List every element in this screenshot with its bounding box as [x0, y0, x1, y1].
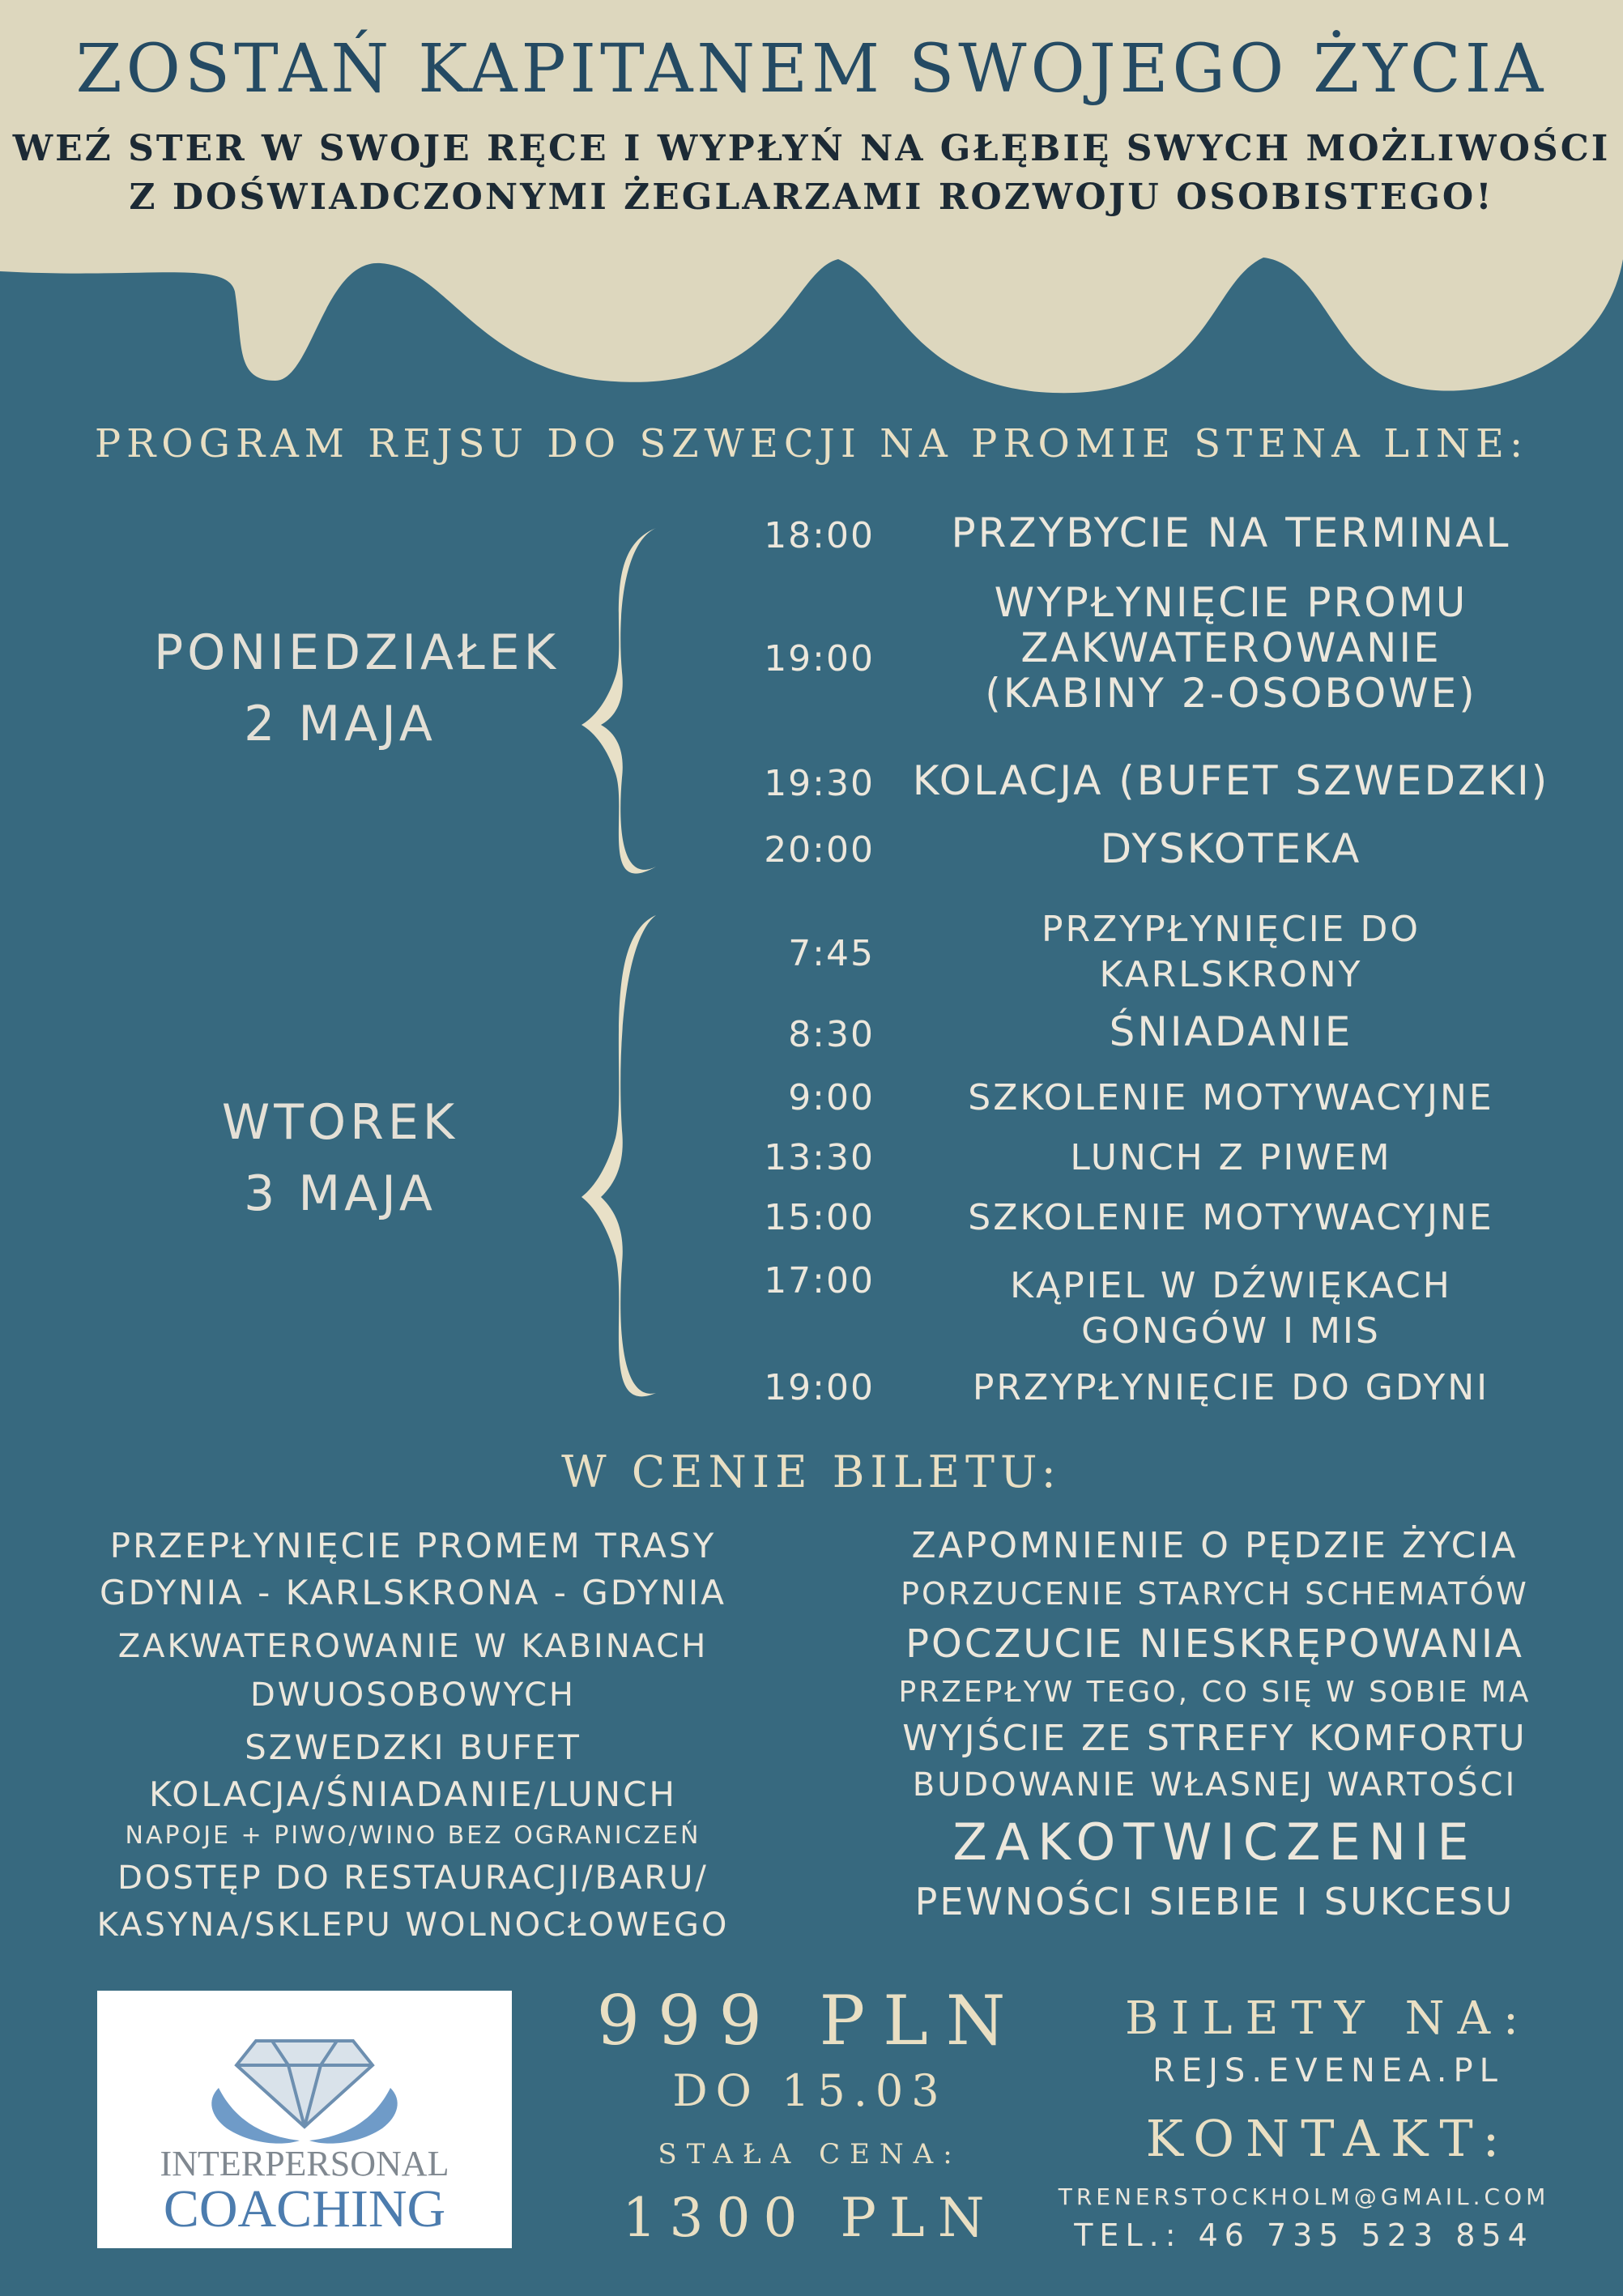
- monday-day-name: PONIEDZIAŁEK: [154, 624, 560, 681]
- regular-price-label: STAŁA CENA:: [658, 2138, 962, 2170]
- included-item: KASYNA/SKLEPU WOLNOCŁOWEGO: [96, 1906, 730, 1944]
- schedule-time: 19:30: [764, 763, 875, 804]
- early-price: 999 PLN: [596, 1981, 1024, 2060]
- schedule-time: 19:00: [764, 638, 875, 679]
- activity-line: ŚNIADANIE: [1109, 1008, 1353, 1055]
- schedule-activity: [867, 580, 1595, 716]
- activity-line: WYPŁYNIĘCIE PROMU: [994, 579, 1468, 626]
- logo-text-coaching: COACHING: [163, 2179, 446, 2238]
- benefit-item: PEWNOŚCI SIEBIE I SUKCESU: [914, 1880, 1515, 1923]
- included-heading: W CENIE BILETU:: [561, 1446, 1062, 1497]
- activity-line: SZKOLENIE MOTYWACYJNE: [968, 1197, 1494, 1238]
- monday-bracket-icon: [581, 528, 656, 874]
- benefit-item-highlight: ZAKOTWICZENIE: [952, 1813, 1477, 1872]
- schedule-activity: [867, 1135, 1595, 1181]
- contact-phone[interactable]: TEL.: 46 735 523 854: [1074, 2217, 1534, 2253]
- activity-line: KOLACJA (BUFET SZWEDZKI): [912, 757, 1550, 804]
- benefit-item: BUDOWANIE WŁASNEJ WARTOŚCI: [912, 1766, 1518, 1804]
- schedule-activity: [867, 826, 1595, 871]
- schedule-activity: [867, 758, 1595, 803]
- included-item: SZWEDZKI BUFET: [245, 1727, 581, 1767]
- activity-line: ZAKWATEROWANIE: [1020, 624, 1442, 671]
- tickets-url[interactable]: REJS.EVENEA.PL: [1152, 2052, 1504, 2089]
- included-item: PRZEPŁYNIĘCIE PROMEM TRASY: [109, 1526, 717, 1565]
- tuesday-date: 3 MAJA: [244, 1165, 437, 1222]
- early-deadline: DO 15.03: [672, 2065, 948, 2116]
- regular-price: 1300 PLN: [622, 2187, 998, 2249]
- benefit-item: POCZUCIE NIESKRĘPOWANIA: [905, 1621, 1524, 1667]
- schedule-time: 18:00: [764, 515, 875, 556]
- benefit-item: PORZUCENIE STARYCH SCHEMATÓW: [901, 1576, 1529, 1612]
- monday-label: [154, 617, 560, 760]
- activity-line: PRZYPŁYNIĘCIE DO: [1042, 909, 1421, 950]
- contact-label: KONTAKT:: [1145, 2109, 1511, 2168]
- tuesday-label: [154, 1087, 526, 1229]
- included-item: KOLACJA/ŚNIADANIE/LUNCH: [149, 1774, 677, 1814]
- activity-line: DYSKOTEKA: [1100, 825, 1362, 872]
- activity-line: (KABINY 2-OSOBOWE): [985, 670, 1477, 717]
- activity-line: GONGÓW I MIS: [1081, 1310, 1381, 1352]
- schedule-time: 13:30: [764, 1137, 875, 1178]
- included-item: ZAKWATEROWANIE W KABINACH: [117, 1628, 709, 1665]
- tuesday-day-name: WTOREK: [221, 1094, 459, 1151]
- benefit-item: WYJŚCIE ZE STREFY KOMFORTU: [902, 1718, 1527, 1759]
- monday-date: 2 MAJA: [244, 696, 437, 752]
- logo-text-interpersonal: INTERPERSONAL: [160, 2144, 449, 2183]
- schedule-activity: [867, 1195, 1595, 1241]
- schedule-activity: [867, 1009, 1595, 1054]
- benefit-item: ZAPOMNIENIE O PĘDZIE ŻYCIA: [911, 1525, 1519, 1566]
- activity-line: KARLSKRONY: [1099, 954, 1363, 995]
- benefit-item: PRZEPŁYW TEGO, CO SIĘ W SOBIE MA: [898, 1676, 1531, 1709]
- schedule-time: 9:00: [788, 1077, 875, 1118]
- schedule-activity: [867, 1365, 1595, 1411]
- included-item: GDYNIA - KARLSKRONA - GDYNIA: [100, 1573, 726, 1612]
- program-heading: PROGRAM REJSU DO SZWECJI NA PROMIE STENA LINE:: [94, 421, 1529, 466]
- included-item: DOSTĘP DO RESTAURACJI/BARU/: [117, 1859, 709, 1897]
- schedule-activity: [867, 510, 1595, 556]
- schedule-time: 19:00: [764, 1367, 875, 1408]
- tickets-label: BILETY NA:: [1125, 1992, 1531, 2045]
- schedule-time: 17:00: [764, 1260, 875, 1301]
- schedule-activity: [867, 1263, 1595, 1354]
- activity-line: KĄPIEL W DŹWIĘKACH: [1010, 1265, 1452, 1306]
- schedule-time: 7:45: [788, 933, 875, 974]
- page-title: ZOSTAŃ KAPITANEM SWOJEGO ŻYCIA: [75, 31, 1548, 108]
- activity-line: PRZYPŁYNIĘCIE DO GDYNI: [972, 1367, 1490, 1408]
- subtitle-line-2: Z DOŚWIADCZONYMI ŻEGLARZAMI ROZWOJU OSOBISTEGO!: [129, 177, 1494, 218]
- included-item: DWUOSOBOWYCH: [249, 1676, 576, 1714]
- schedule-activity: [867, 1076, 1595, 1121]
- included-item: NAPOJE + PIWO/WINO BEZ OGRANICZEŃ: [125, 1821, 701, 1850]
- subtitle-line-1: WEŹ STER W SWOJE RĘCE I WYPŁYŃ NA GŁĘBIĘ SWYCH MOŻLIWOŚCI: [12, 128, 1611, 169]
- diamond-hands-icon: [97, 1991, 512, 2153]
- schedule-activity: [867, 907, 1595, 998]
- contact-email[interactable]: TRENERSTOCKHOLM@GMAIL.COM: [1058, 2183, 1550, 2210]
- day-brackets: [567, 518, 680, 1409]
- included-right-list: [858, 1523, 1571, 1926]
- schedule-time: 20:00: [764, 829, 875, 871]
- schedule-time: 15:00: [764, 1197, 875, 1238]
- schedule-time: 8:30: [788, 1014, 875, 1055]
- activity-line: SZKOLENIE MOTYWACYJNE: [968, 1077, 1494, 1118]
- tuesday-bracket-icon: [581, 915, 656, 1396]
- company-logo: [97, 1991, 512, 2248]
- activity-line: PRZYBYCIE NA TERMINAL: [951, 509, 1511, 556]
- activity-line: LUNCH Z PIWEM: [1070, 1137, 1392, 1178]
- included-left-list: [65, 1523, 761, 1949]
